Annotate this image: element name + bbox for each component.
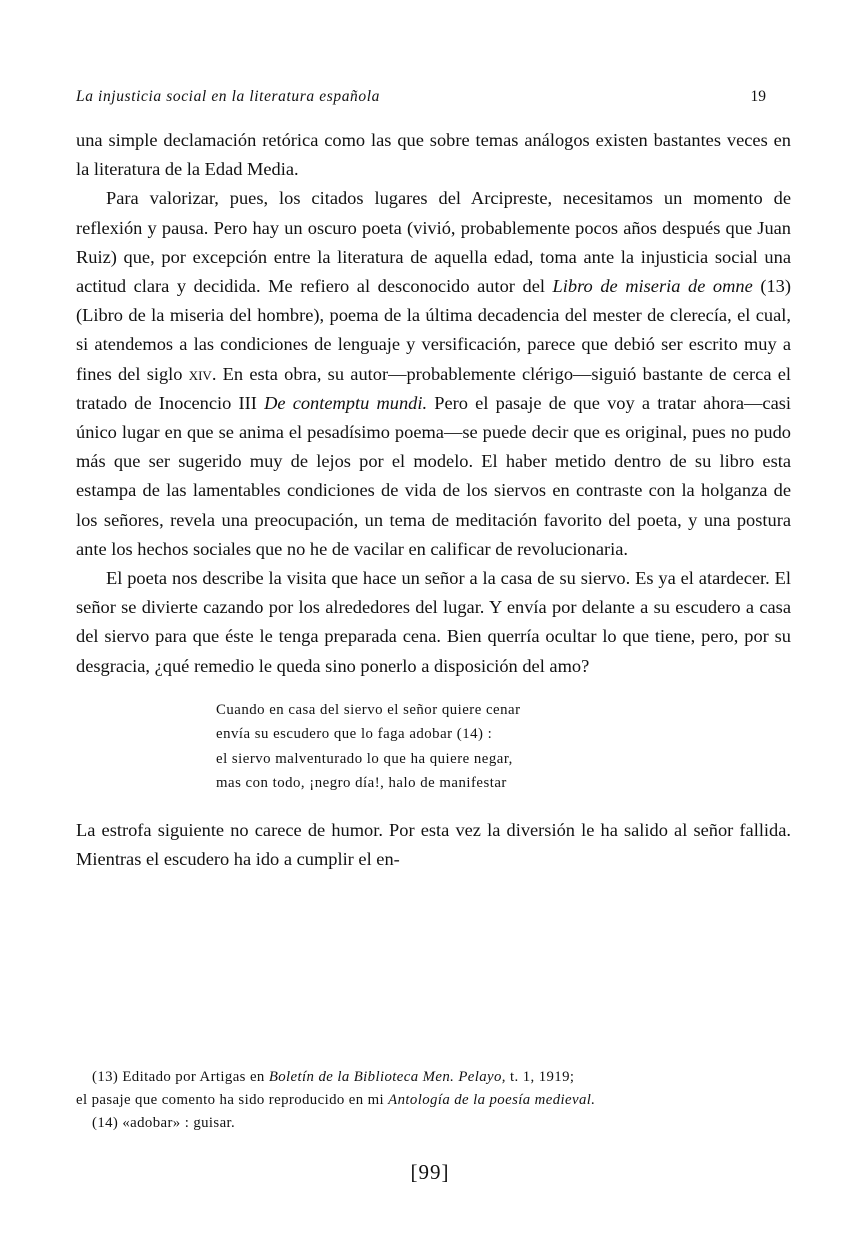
spacer (76, 796, 791, 816)
poem-line: envía su escudero que lo faga adobar (14) : (216, 726, 493, 743)
footnote-title: Antología de la poesía medieval. (388, 1092, 596, 1108)
footnote-text: el pasaje que comento ha sido reproducido en mi (76, 1092, 389, 1108)
paragraph-text: una simple declamación retórica como las que sobre temas análogos existen bastantes veces en la literatura de la Edad Media. (76, 130, 791, 180)
page-header (76, 88, 766, 110)
poem-line: Cuando en casa del siervo el señor quiere cenar (216, 701, 521, 718)
footnote-text: (13) Editado por Artigas en (92, 1069, 269, 1085)
footnote-14: (14) «adobar» : guisar. (92, 1115, 236, 1131)
poem-line: el siervo malventurado lo que ha quiere negar, (216, 750, 513, 767)
footnote-text: t. 1, 1919; (505, 1069, 575, 1085)
century-numeral: xiv (188, 363, 212, 384)
paragraph-text: . En esta obra, su autor—probablemente clérigo—siguió bastante de cerca el tratado de Inocencio III (76, 363, 792, 413)
folio-number: [99] (410, 1160, 450, 1184)
work-title-libro-de-miseria: Libro de miseria de omne (552, 276, 753, 297)
paragraph-text: El poeta nos describe la visita que hace un señor a la casa de su siervo. Es ya el atardecer. El señor se divierte cazando por los alrededores del lugar. Y envía por delante a su escudero a casa del siervo para que éste le tenga preparada cena. Bien querría ocultar lo que tiene, pero, por su desgracia, ¿qué remedio le queda sino ponerlo a disposición del amo? (76, 568, 791, 676)
paragraph-text: Pero el pasaje de que voy a tratar ahora—casi único lugar en que se anima el pesadísimo poema—se puede decir que es original, pues no pudo más que ser sugerido muy de lejos por el modelo. El haber metido dentro de su libro esta estampa de las lamentables condiciones de vida de los siervos en contraste con la holganza de los señores, revela una preocupación, un tema de meditación favorito del poeta, y una postura ante los hechos sociales que no he de vacilar en calificar de revolucionaria. (76, 392, 791, 559)
footnote-title: Boletín de la Biblioteca Men. Pelayo, (268, 1069, 506, 1085)
footnote-13 (76, 1066, 791, 1089)
footnote-13-continued (76, 1089, 791, 1112)
poem-line: mas con todo, ¡negro día!, halo de manifestar (216, 775, 507, 792)
paragraph-arcipreste (76, 184, 791, 564)
work-title-de-contemptu: De contemptu mundi. (264, 392, 428, 413)
header-page-number: 19 (750, 88, 766, 105)
paragraph-text: Para valorizar, pues, los citados lugares del Arcipreste, necesitamos un momento de reflexión y pausa. Pero hay un oscuro poeta (vivió, probablemente pocos años después que Juan Ruiz) que, por excepción entre la literatura de aquella edad, toma ante la injusticia social una actitud clara y decidida. Me refiero al desconocido autor del (76, 188, 791, 297)
paragraph-text: (13) (Libro de la miseria del hombre), poema de la última decadencia del mester de clerecía, el cual, si atendemos a las condiciones de lenguaje y versificación, parece que debió ser escrito muy a fines del siglo (76, 276, 791, 384)
footnotes (76, 1066, 791, 1135)
paragraph-continuation (76, 126, 791, 184)
paragraph-estrofa (76, 816, 791, 874)
main-text (76, 126, 791, 874)
poem-quote (216, 698, 791, 796)
paragraph-text: La estrofa siguiente no carece de humor. Por esta vez la diversión le ha salido al señor fallida. Mientras el escudero ha ido a cumplir el en- (76, 819, 791, 870)
running-title: La injusticia social en la literatura española (76, 88, 381, 105)
paragraph-visita (76, 564, 791, 681)
